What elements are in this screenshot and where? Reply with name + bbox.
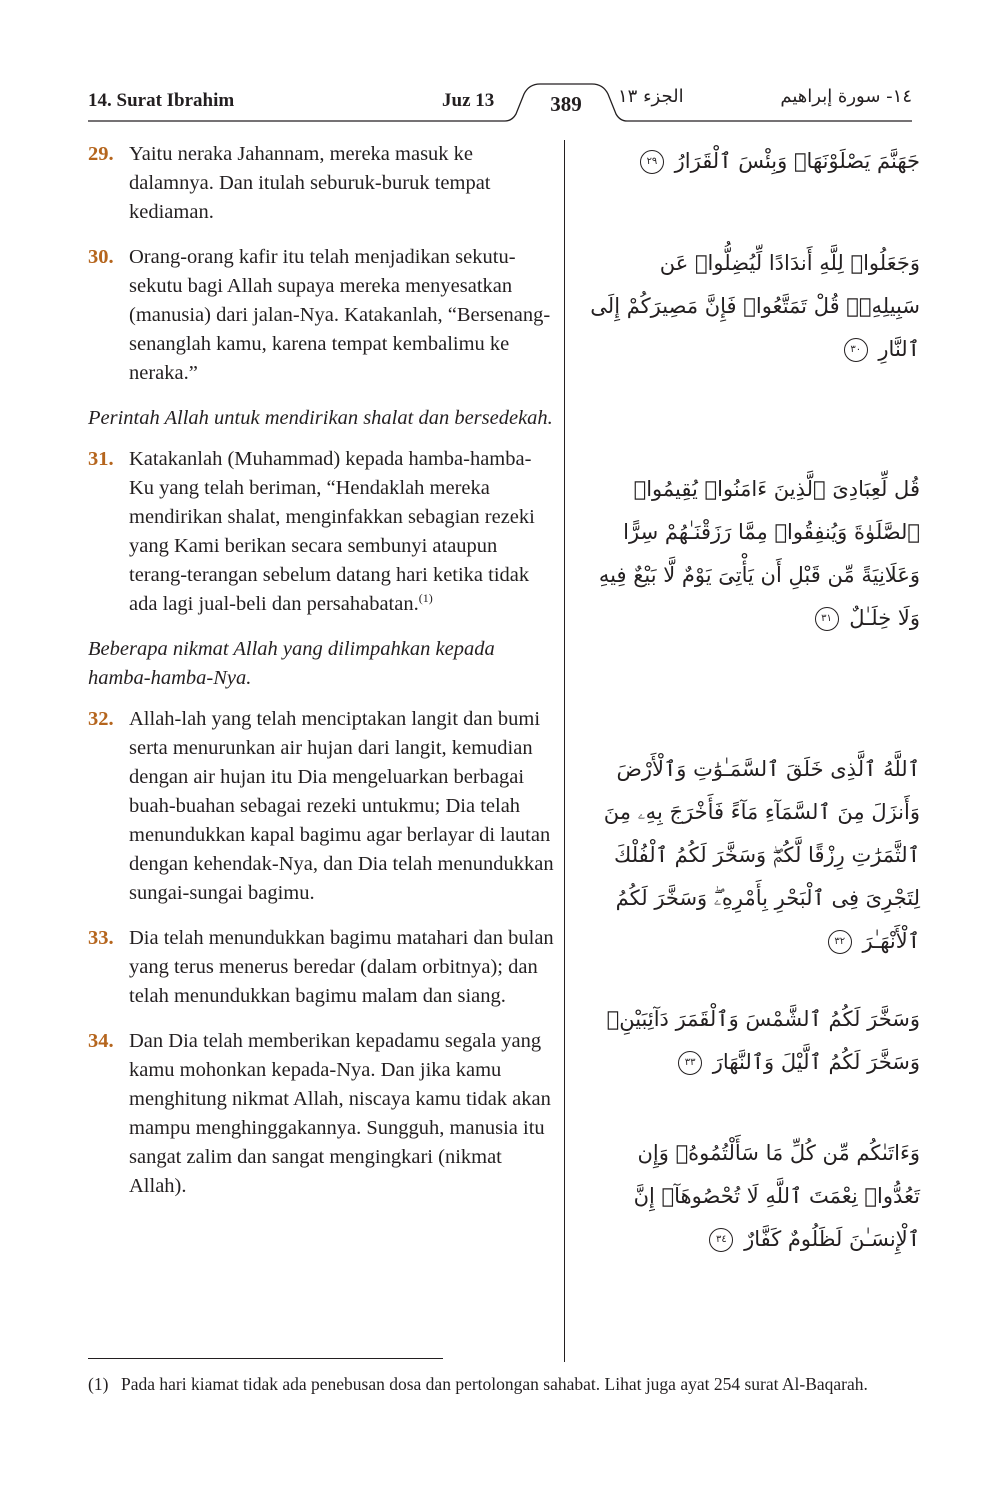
arabic-text: قُل لِّعِبَادِىَ ٱلَّذِينَ ءَامَنُوا۟ يُقِيمُوا۟ ٱلصَّلَوٰةَ وَيُنفِقُوا۟ مِمَّا رَزَقْنَـٰهُمْ سِرًّا وَعَلَانِيَةً مِّن قَبْلِ أَن يَأْتِىَ يَوْمٌ لَّا بَيْعٌ فِيهِ وَلَا خِلَـٰلٌ [598, 477, 920, 630]
juz-label-arabic: الجزء ١٣ [618, 86, 684, 107]
verse-number: 29. [88, 143, 114, 165]
footnote-mark: (1) [88, 1374, 109, 1394]
ayah-end-marker: ٣١ [815, 607, 839, 631]
arabic-text: وَسَخَّرَ لَكُمُ ٱلشَّمْسَ وَٱلْقَمَرَ دَآئِبَيْنِۖ وَسَخَّرَ لَكُمُ ٱلَّيْلَ وَٱلنَّهَارَ [606, 1007, 920, 1074]
ayah-end-marker: ٣٠ [844, 338, 868, 362]
verse-number: 34. [88, 1030, 114, 1052]
verse-text: Yaitu neraka Jahannam, mereka masuk ke dalamnya. Dan itulah seburuk-buruk tempat kediaman. [129, 143, 491, 223]
arabic-text: وَءَاتَىٰكُم مِّن كُلِّ مَا سَأَلْتُمُوهُۚ وَإِن تَعُدُّوا۟ نِعْمَتَ ٱللَّهِ لَا تُحْصُوهَآۗ إِنَّ ٱلْإِنسَـٰنَ لَظَلُومٌ كَفَّارٌ [633, 1141, 920, 1251]
verse-number: 31. [88, 448, 114, 470]
section-heading: Beberapa nikmat Allah yang dilimpahkan kepada hamba-hamba-Nya. [88, 638, 495, 689]
translation-column [88, 140, 556, 1217]
verse-number: 30. [88, 246, 114, 268]
verse-30 [88, 243, 556, 388]
arabic-text: جَهَنَّمَ يَصْلَوْنَهَاۖ وَبِئْسَ ٱلْقَرَارُ [674, 149, 920, 173]
verse-31 [88, 445, 556, 619]
arabic-text: وَجَعَلُوا۟ لِلَّهِ أَندَادًا لِّيُضِلُّوا۟ عَن سَبِيلِهِۦۗ قُلْ تَمَتَّعُوا۟ فَإِنَّ مَصِيرَكُمْ إِلَى ٱلنَّارِ [590, 251, 920, 361]
verse-text: Allah-lah yang telah menciptakan langit dan bumi serta menurunkan air hujan dari langit, kemudian dengan air hujan itu Dia mengeluarkan berbagai buah-buahan sebagai rezeki untukmu; Dia telah menundukkan kapal bagimu agar berlayar di lautan dengan kehendak-Nya, dan Dia telah menundukkan sungai-sungai bagimu. [129, 708, 554, 904]
surah-title-latin: 14. Surat Ibrahim [88, 90, 235, 111]
footnote-text: Pada hari kiamat tidak ada penebusan dosa dan pertolongan sahabat. Lihat juga ayat 254 surat Al-Baqarah. [121, 1374, 868, 1394]
juz-label-latin: Juz 13 [442, 90, 495, 111]
arabic-verse-33 [580, 998, 920, 1084]
arabic-verse-29 [580, 140, 920, 183]
arabic-verse-31 [580, 468, 920, 640]
verse-text: Orang-orang kafir itu telah menjadikan sekutu-sekutu bagi Allah supaya mereka menyesatkan (manusia) dari jalan-Nya. Katakanlah, “Bersenang-senanglah kamu, karena tempat kembalimu ke neraka.” [129, 246, 551, 384]
ayah-end-marker: ٢٩ [640, 150, 664, 174]
verse-text: Katakanlah (Muhammad) kepada hamba-hamba-Ku yang telah beriman, “Hendaklah mereka mendirikan shalat, menginfakkan sebagian rezeki yang Kami berikan secara sembunyi ataupun terang-terangan sebelum datang hari ketika tidak ada lagi jual-beli dan persahabatan. [129, 448, 535, 615]
arabic-verse-32 [580, 748, 920, 963]
verse-number: 32. [88, 708, 114, 730]
verse-number: 33. [88, 927, 114, 949]
arabic-text: ٱللَّهُ ٱلَّذِى خَلَقَ ٱلسَّمَـٰوَٰتِ وَٱلْأَرْضَ وَأَنزَلَ مِنَ ٱلسَّمَآءِ مَآءً فَأَخْرَجَ بِهِۦ مِنَ ٱلثَّمَرَٰتِ رِزْقًا لَّكُمْۖ وَسَخَّرَ لَكُمُ ٱلْفُلْكَ لِتَجْرِىَ فِى ٱلْبَحْرِ بِأَمْرِهِۦۖ وَسَخَّرَ لَكُمُ ٱلْأَنْهَـٰرَ [603, 757, 920, 953]
footnote-ref[interactable]: (1) [418, 591, 433, 606]
verse-33 [88, 924, 556, 1011]
surah-title-arabic: ١٤- سورة إبراهيم [780, 86, 912, 107]
verse-text: Dan Dia telah memberikan kepadamu segala yang kamu mohonkan kepada-Nya. Dan jika kamu menghitung nikmat Allah, niscaya kamu tidak akan mampu menghinggakannya. Sungguh, manusia itu sangat zalim dan sangat mengingkari (nikmat Allah). [129, 1030, 551, 1197]
arabic-verse-34 [580, 1132, 920, 1261]
section-heading: Perintah Allah untuk mendirikan shalat dan bersedekah. [88, 407, 553, 429]
verse-32 [88, 705, 556, 908]
footnote-rule [88, 1358, 443, 1359]
column-divider [564, 140, 565, 1362]
arabic-verse-30 [580, 242, 920, 371]
verse-29 [88, 140, 556, 227]
verse-text: Dia telah menundukkan bagimu matahari dan bulan yang terus menerus beredar (dalam orbitnya); dan telah menundukkan bagimu malam dan siang. [129, 927, 554, 1007]
ayah-end-marker: ٣٢ [828, 930, 852, 954]
footnote [88, 1373, 951, 1396]
page-header [0, 0, 1000, 130]
ayah-end-marker: ٣٣ [678, 1051, 702, 1075]
ayah-end-marker: ٣٤ [709, 1228, 733, 1252]
page-number: 389 [550, 92, 582, 116]
verse-34 [88, 1027, 556, 1201]
